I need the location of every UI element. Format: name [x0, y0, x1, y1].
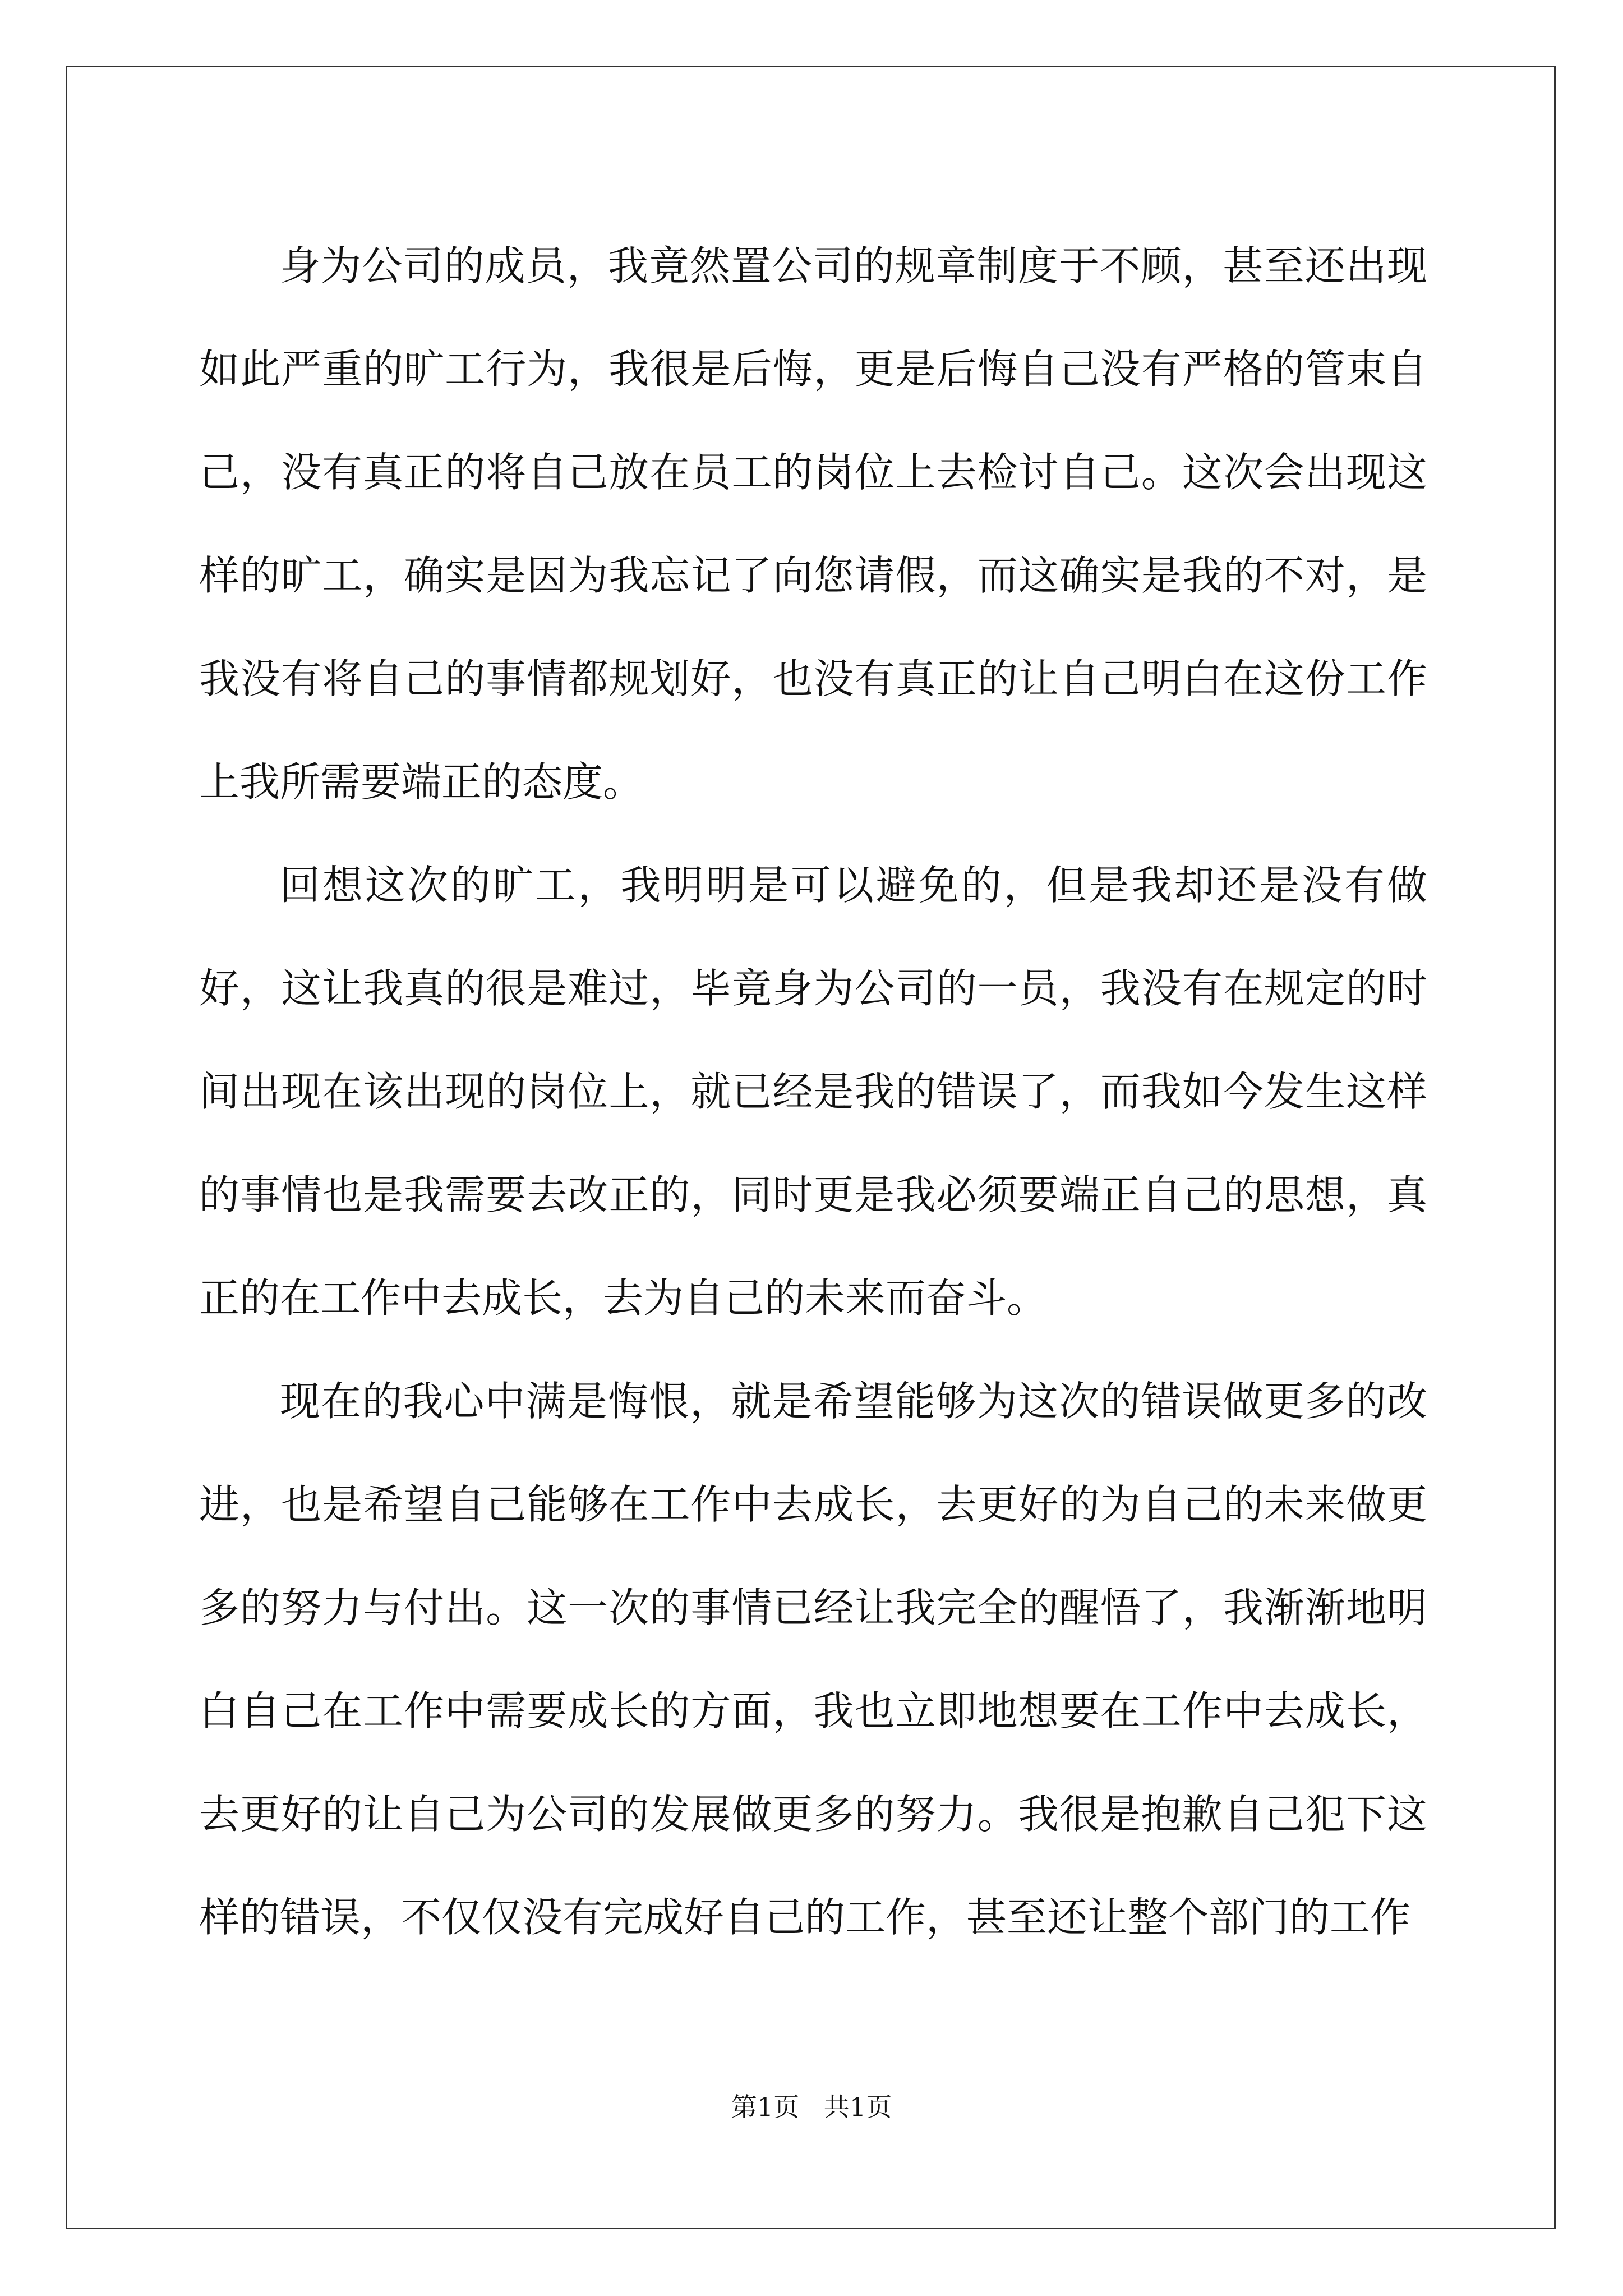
document-body [199, 214, 1427, 1969]
paragraph-2: 回想这次的旷工，我明明是可以避免的，但是我却还是没有做好，这让我真的很是难过，毕竟身为公司的一员，我没有在规定的时间出现在该出现的岗位上，就已经是我的错误了，而我如今发生这样的事情也是我需要去改正的，同时更是我必须要端正自己的思想，真正的在工作中去成长，去为自己的未来而奋斗。 [199, 862, 1427, 1322]
paragraph-3: 现在的我心中满是悔恨，就是希望能够为这次的错误做更多的改进，也是希望自己能够在工作中去成长，去更好的为自己的未来做更多的努力与付出。这一次的事情已经让我完全的醒悟了，我渐渐地明白自己在工作中需要成长的方面，我也立即地想要在工作中去成长，去更好的让自己为公司的发展做更多的努力。我很是抱歉自己犯下这样的错误，不仅仅没有完成好自己的工作，甚至还让整个部门的工作 [199, 1378, 1427, 1941]
page-number: 第1页 共1页 [731, 2092, 892, 2122]
paragraph-1: 身为公司的成员，我竟然置公司的规章制度于不顾，甚至还出现如此严重的旷工行为，我很是后悔，更是后悔自己没有严格的管束自己，没有真正的将自己放在员工的岗位上去检讨自己。这次会出现这样的旷工，确实是因为我忘记了向您请假，而这确实是我的不对，是我没有将自己的事情都规划好，也没有真正的让自己明白在这份工作上我所需要端正的态度。 [199, 242, 1427, 806]
page-footer [0, 2087, 1623, 2124]
